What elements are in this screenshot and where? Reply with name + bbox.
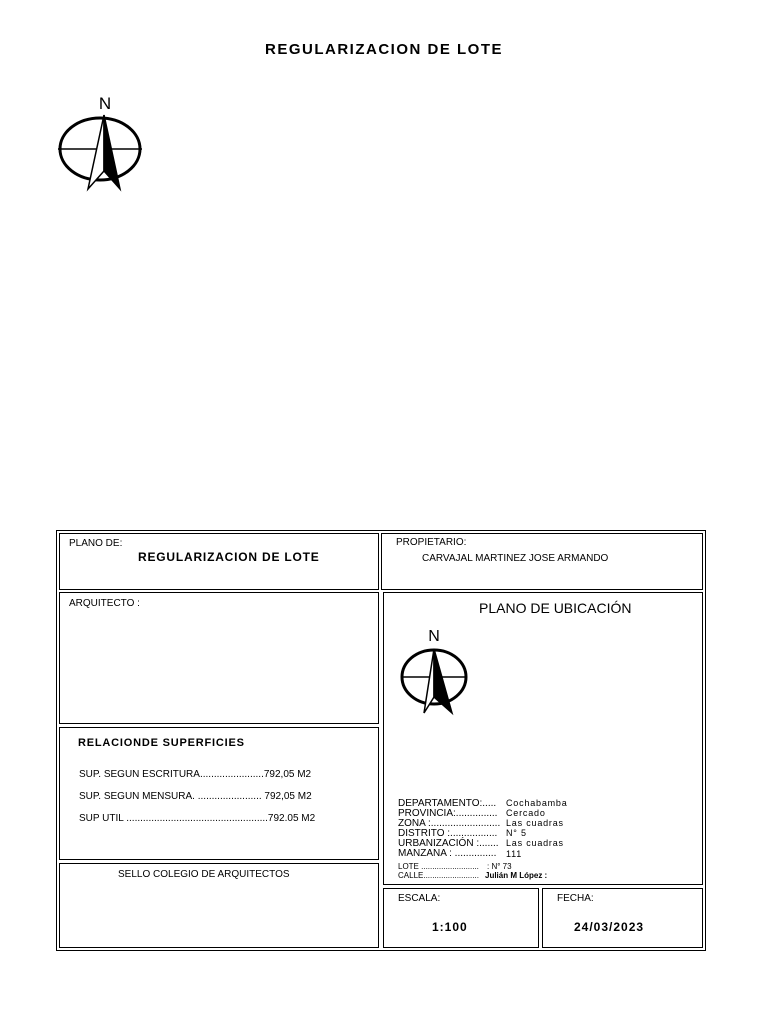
urbanizacion-label: URBANIZACIÓN :....... xyxy=(398,838,499,849)
propietario-label: PROPIETARIO: xyxy=(396,537,467,548)
propietario-box xyxy=(381,533,703,590)
fecha-value: 24/03/2023 xyxy=(574,920,645,934)
zona-value: Las cuadras xyxy=(506,818,564,828)
escala-value: 1:100 xyxy=(432,920,468,934)
arquitecto-box xyxy=(59,592,379,724)
fecha-box xyxy=(542,888,703,948)
fecha-label: FECHA: xyxy=(557,893,594,904)
page-title: REGULARIZACION DE LOTE xyxy=(265,41,503,58)
north-label: N xyxy=(428,628,440,645)
escala-label: ESCALA: xyxy=(398,893,441,904)
sello-box xyxy=(59,863,379,948)
plano-de-box xyxy=(59,533,379,590)
lote-value: : N° 73 xyxy=(487,862,512,871)
arquitecto-label: ARQUITECTO : xyxy=(69,598,140,609)
ubicacion-title: PLANO DE UBICACIÓN xyxy=(479,600,632,616)
north-arrow-icon xyxy=(398,627,470,717)
manzana-label: MANZANA : ............... xyxy=(398,848,497,859)
zona-label: ZONA :......................... xyxy=(398,818,501,829)
manzana-value: 111 xyxy=(506,849,523,859)
provincia-label: PROVINCIA:............... xyxy=(398,808,498,819)
propietario-value: CARVAJAL MARTINEZ JOSE ARMANDO xyxy=(422,553,609,564)
distrito-value: N° 5 xyxy=(506,828,527,838)
departamento-label: DEPARTAMENTO:..... xyxy=(398,798,497,809)
sup-mensura: SUP. SEGUN MENSURA. ....................... 792,05 M2 xyxy=(79,791,312,802)
calle-label: CALLE......................... xyxy=(398,871,479,880)
departamento-value: Cochabamba xyxy=(506,798,568,808)
urbanizacion-value: Las cuadras xyxy=(506,838,564,848)
plano-de-label: PLANO DE: xyxy=(69,538,123,549)
escala-box xyxy=(383,888,539,948)
provincia-value: Cercado xyxy=(506,808,546,818)
north-arrow-icon xyxy=(54,93,146,193)
lote-label: LOTE .......................... xyxy=(398,862,479,871)
sup-util: SUP UTIL ...................................................792.05 M2 xyxy=(79,813,316,824)
plano-de-value: REGULARIZACION DE LOTE xyxy=(138,550,320,564)
superficies-title: RELACIONDE SUPERFICIES xyxy=(78,737,245,749)
ubicacion-box xyxy=(383,592,703,885)
superficies-box xyxy=(59,727,379,860)
distrito-label: DISTRITO :................. xyxy=(398,828,498,839)
sup-escritura: SUP. SEGUN ESCRITURA.......................792,05 M2 xyxy=(79,769,312,780)
calle-value: Julián M López : xyxy=(485,871,548,880)
sello-label: SELLO COLEGIO DE ARQUITECTOS xyxy=(118,869,290,880)
north-label: N xyxy=(98,94,112,113)
